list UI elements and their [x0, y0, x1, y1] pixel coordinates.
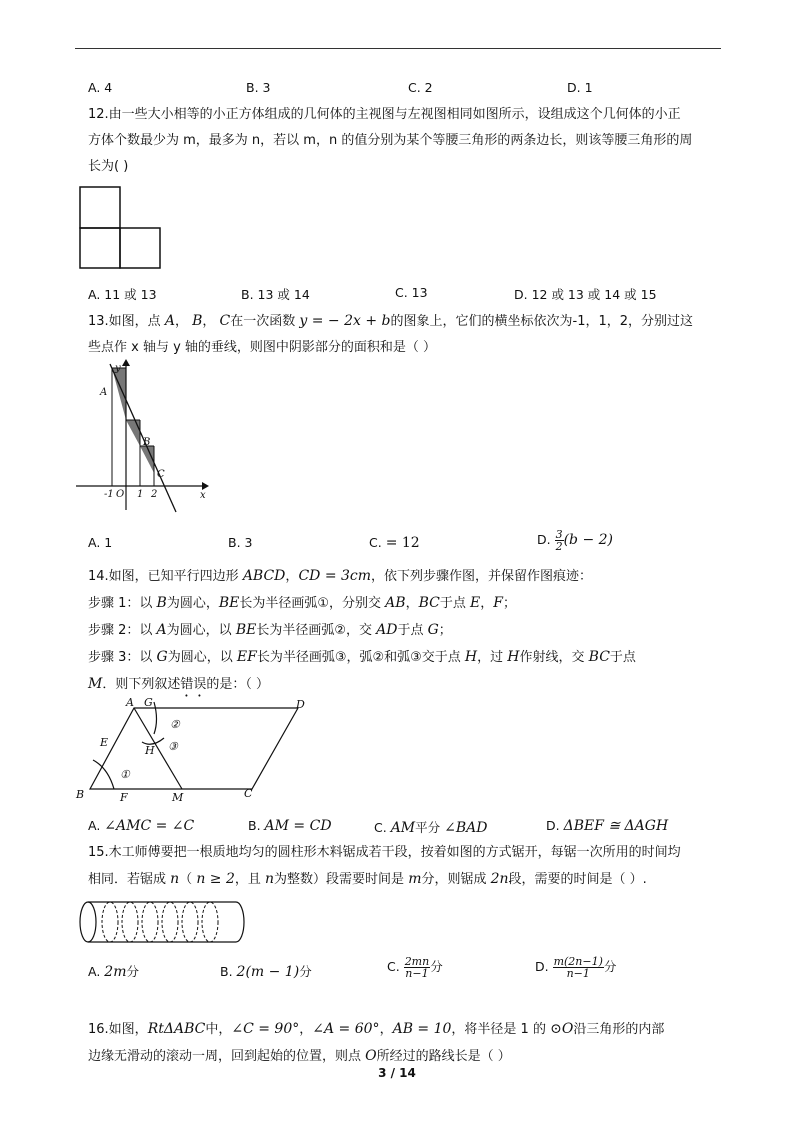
q12-line3: 长为( ): [88, 159, 129, 174]
q15-stem: [88, 840, 728, 893]
q15-option-c[interactable]: C. $\frac{2mn}{n-1}$ 分: [387, 955, 443, 980]
header-rule: [75, 48, 721, 49]
q14-arc2-label: ②: [170, 718, 180, 731]
q13-function: y = − 2x + b: [299, 313, 391, 329]
q11-option-d[interactable]: D. 1: [567, 80, 593, 95]
q14-arc3-label: ③: [168, 740, 178, 753]
q13-label-b: B: [143, 437, 151, 448]
q15-option-b[interactable]: B. 2(m − 1)分: [220, 964, 312, 980]
q15-option-d[interactable]: D. $\frac{m(2n-1)}{n-1}$ 分: [535, 955, 617, 980]
q14-line5: M．则下列叙述错误的是：（ ）: [88, 676, 270, 692]
q13-line2: 些点作 x 轴与 y 轴的垂线，则图中阴影部分的面积和是（ ）: [88, 340, 437, 355]
q14-step2: 步骤 2：以 A为圆心，以 BE长为半径画弧②，交 AD于点 G；: [88, 622, 452, 638]
q16-line1: 16.如图，RtΔABC中，∠C = 90°，∠A = 60°，AB = 10，将半径是 1 的 ⊙O沿三角形的内部: [88, 1021, 665, 1037]
q14-option-a[interactable]: A. ∠AMC = ∠C: [88, 818, 195, 834]
q14-label-c: C: [244, 787, 253, 800]
q16-stem: [88, 1016, 728, 1070]
q14-option-b[interactable]: B. AM = CD: [248, 818, 332, 834]
q14-options: [88, 818, 728, 838]
q11-option-b[interactable]: B. 3: [246, 80, 271, 95]
q11-option-c[interactable]: C. 2: [408, 80, 433, 95]
q14-label-h: H: [145, 744, 155, 757]
q12-option-b[interactable]: B. 13 或 14: [241, 287, 310, 302]
q12-line1: 12.由一些大小相等的小正方体组成的几何体的主视图与左视图相同如图所示，设组成这个几何体的小正: [88, 107, 681, 122]
q13-options: [88, 528, 728, 555]
q13-label-a: A: [100, 387, 108, 398]
q15-cylinder-figure: [78, 900, 248, 946]
q13-label-c: C: [157, 469, 165, 480]
q13-option-d[interactable]: D. $\frac{3}{2}$ (b − 2): [537, 528, 614, 553]
q15-option-a[interactable]: A. 2m分: [88, 964, 139, 980]
q14-arc1-label: ①: [120, 768, 130, 781]
q12-stem: [88, 102, 728, 180]
q11-options: [88, 80, 728, 100]
q14-label-d: D: [296, 698, 305, 711]
q13-graph: [76, 360, 216, 515]
q14-label-g: G: [144, 696, 153, 709]
q14-step1: 步骤 1：以 B为圆心，BE长为半径画弧①，分别交 AB，BC于点 E，F；: [88, 595, 516, 611]
q14-label-b: B: [76, 788, 85, 801]
q13-label-x: x: [200, 490, 206, 501]
q15-line1: 15.木工师傅要把一根质地均匀的圆柱形木料锯成若干段，按着如图的方式锯开，每锯一次所用的时间均: [88, 845, 681, 860]
q14-label-e: E: [100, 736, 109, 749]
q16-line2: 边缘无滑动的滚动一周，回到起始的位置，则点 O所经过的路线长是（ ）: [88, 1048, 511, 1064]
q12-line2: 方体个数最少为 m，最多为 n，若以 m，n 的值分别为某个等腰三角形的两条边长，则该等腰三角形的周: [88, 133, 693, 148]
q14-label-m: M: [172, 791, 184, 804]
q13-option-a[interactable]: A. 1: [88, 535, 113, 550]
q15-line2: 相同．若锯成 n（ n ≥ 2，且 n为整数）段需要时间是 m分，则锯成 2n段，需要的时间是（ ）.: [88, 871, 647, 887]
q13-stem: [88, 308, 728, 361]
q14-label-a: A: [126, 696, 134, 709]
q14-step3: 步骤 3：以 G为圆心，以 EF长为半径画弧③，弧②和弧③交于点 H，过 H作射线，交 BC于点: [88, 649, 636, 665]
q12-options: [88, 285, 728, 305]
q14-parallelogram-figure: [72, 698, 322, 808]
q12-option-d[interactable]: D. 12 或 13 或 14 或 15: [514, 287, 657, 302]
q13-option-c[interactable]: C. = 12: [369, 535, 420, 551]
page-number: 3 / 14: [378, 1066, 416, 1080]
q14-option-d[interactable]: D. ΔBEF ≅ ΔAGH: [546, 818, 669, 834]
q12-view-figure: [78, 185, 168, 275]
q13-label-2: 2: [151, 489, 158, 500]
q13-label-y: y: [115, 363, 121, 374]
q12-option-c[interactable]: C. 13: [395, 285, 428, 300]
q13-shade-2: [126, 420, 140, 446]
q14-stem: [88, 563, 728, 700]
q15-options: [88, 955, 728, 982]
q13-label-1: 1: [137, 489, 144, 500]
q13-label-o: O: [116, 489, 125, 500]
q12-option-a[interactable]: A. 11 或 13: [88, 287, 157, 302]
q11-option-a[interactable]: A. 4: [88, 80, 113, 95]
q14-line1: 14.如图，已知平行四边形 ABCD，CD = 3cm，依下列步骤作图，并保留作图痕迹：: [88, 568, 593, 584]
q13-option-b[interactable]: B. 3: [228, 535, 253, 550]
q14-label-f: F: [120, 791, 128, 804]
q13-label-neg1: -1: [104, 489, 114, 500]
q13-line1: 13.如图，点 A， B， C在一次函数 y = − 2x + b的图象上，它们的横坐标依次为-1，1，2，分别过这: [88, 313, 694, 329]
q14-option-c[interactable]: C. AM平分 ∠BAD: [374, 820, 488, 836]
